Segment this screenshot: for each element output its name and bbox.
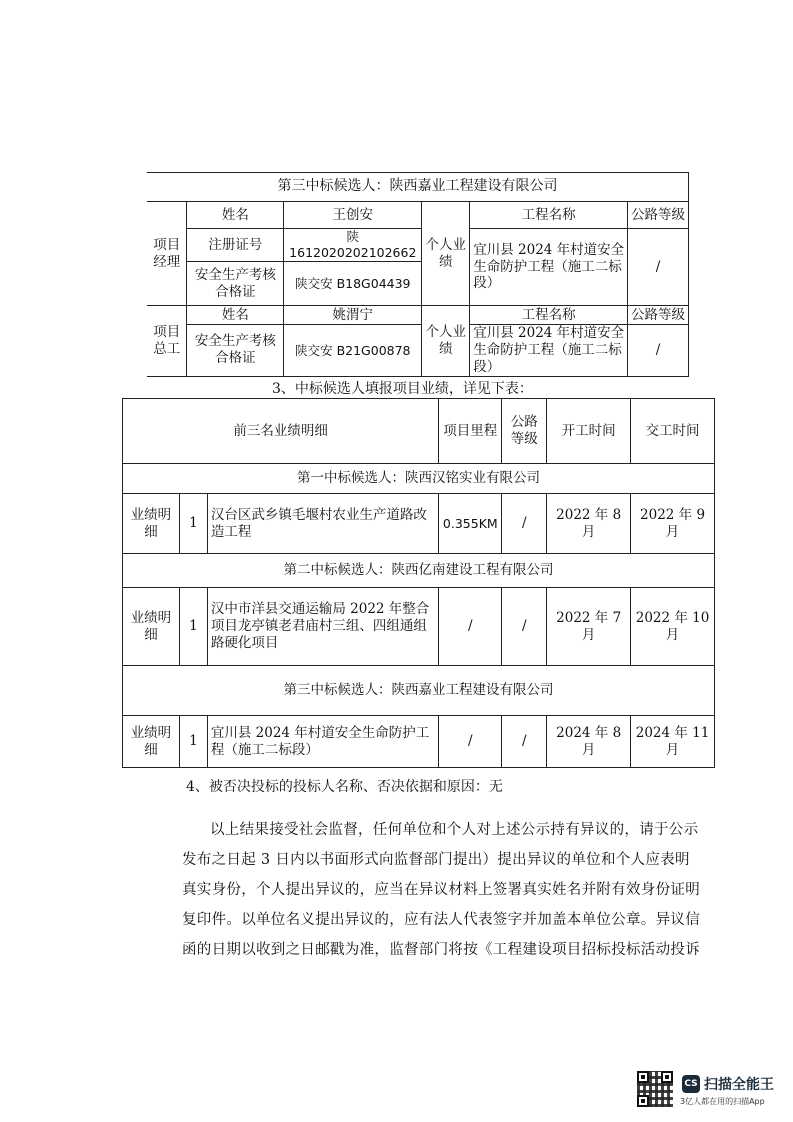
paragraph-line: 真实身份，个人提出异议的，应当在异议材料上签署真实姓名并附有效身份证明 bbox=[182, 882, 700, 898]
performance-table bbox=[122, 398, 715, 768]
personnel-table-title: 第三中标候选人：陕西嘉业工程建设有限公司 bbox=[147, 173, 689, 202]
row-project: 汉中市洋县交通运输局 2022 年整合项目龙亭镇老君庙村三组、四组通组路硬化项目 bbox=[207, 588, 438, 666]
row-start: 2022 年 8 月 bbox=[547, 494, 631, 554]
header-end: 交工时间 bbox=[631, 399, 715, 464]
group-title: 第二中标候选人：陕西亿南建设工程有限公司 bbox=[123, 554, 715, 588]
group-title: 第一中标候选人：陕西汉铭实业有限公司 bbox=[123, 464, 715, 494]
pm-safety-label: 安全生产考核合格证 bbox=[187, 262, 284, 306]
header-detail: 前三名业绩明细 bbox=[123, 399, 439, 464]
header-start: 开工时间 bbox=[547, 399, 631, 464]
pm-cert-label: 注册证号 bbox=[187, 229, 284, 262]
camscanner-logo-icon: CS bbox=[682, 1075, 700, 1093]
chief-project-header: 工程名称 bbox=[470, 306, 628, 325]
pm-cert: 陕 1612020202102662 bbox=[284, 229, 422, 262]
chief-safety: 陕交安 B21G00878 bbox=[284, 325, 422, 377]
header-grade: 公路等级 bbox=[502, 399, 547, 464]
pm-role-label: 项目经理 bbox=[147, 202, 187, 306]
row-grade: / bbox=[502, 588, 547, 666]
row-grade: / bbox=[502, 494, 547, 554]
chief-role-label: 项目总工 bbox=[147, 306, 187, 377]
row-end: 2022 年 9 月 bbox=[631, 494, 715, 554]
chief-safety-label: 安全生产考核合格证 bbox=[187, 325, 284, 377]
row-no: 1 bbox=[179, 716, 207, 768]
paragraph-line: 发布之日起 3 日内以书面形式向监督部门提出）提出异议的单位和个人应表明 bbox=[182, 852, 690, 868]
chief-perf-label: 个人业绩 bbox=[422, 306, 470, 377]
group-title: 第三中标候选人：陕西嘉业工程建设有限公司 bbox=[123, 666, 715, 716]
row-project: 汉台区武乡镇毛堰村农业生产道路改造工程 bbox=[207, 494, 438, 554]
row-grade: / bbox=[502, 716, 547, 768]
watermark-brand: 扫描全能王 bbox=[704, 1077, 774, 1093]
row-label: 业绩明细 bbox=[123, 716, 180, 768]
paragraph-line: 复印件。以单位名义提出异议的，应有法人代表签字并加盖本单位公章。异议信 bbox=[182, 912, 700, 928]
row-mileage: 0.355KM bbox=[439, 494, 502, 554]
watermark-tagline: 3亿人都在用的扫描App bbox=[680, 1097, 765, 1106]
paragraph-line: 以上结果接受社会监督，任何单位和个人对上述公示持有异议的，请于公示 bbox=[210, 822, 699, 838]
row-label: 业绩明细 bbox=[123, 588, 180, 666]
row-mileage: / bbox=[439, 588, 502, 666]
row-no: 1 bbox=[179, 588, 207, 666]
chief-project: 宜川县 2024 年村道安全生命防护工程（施工二标段） bbox=[470, 325, 628, 377]
row-start: 2024 年 8 月 bbox=[547, 716, 631, 768]
personnel-table bbox=[147, 172, 689, 377]
pm-grade: / bbox=[628, 229, 689, 306]
pm-name: 王创安 bbox=[284, 202, 422, 229]
row-start: 2022 年 7 月 bbox=[547, 588, 631, 666]
pm-safety: 陕交安 B18G04439 bbox=[284, 262, 422, 306]
section-4-heading: 4、被否决投标的投标人名称、否决依据和原因：无 bbox=[186, 779, 503, 795]
row-end: 2024 年 11 月 bbox=[631, 716, 715, 768]
chief-name: 姚渭宁 bbox=[284, 306, 422, 325]
pm-grade-header: 公路等级 bbox=[628, 202, 689, 229]
row-mileage: / bbox=[439, 716, 502, 768]
row-no: 1 bbox=[179, 494, 207, 554]
pm-perf-label: 个人业绩 bbox=[422, 202, 470, 306]
section-3-heading: 3、中标候选人填报项目业绩，详见下表： bbox=[272, 381, 533, 397]
row-project: 宜川县 2024 年村道安全生命防护工程（施工二标段） bbox=[207, 716, 438, 768]
pm-name-label: 姓名 bbox=[187, 202, 284, 229]
chief-grade: / bbox=[628, 325, 689, 377]
row-label: 业绩明细 bbox=[123, 494, 180, 554]
chief-name-label: 姓名 bbox=[187, 306, 284, 325]
pm-project: 宜川县 2024 年村道安全生命防护工程（施工二标段） bbox=[470, 229, 628, 306]
row-end: 2022 年 10 月 bbox=[631, 588, 715, 666]
pm-project-header: 工程名称 bbox=[470, 202, 628, 229]
qr-finder-icon bbox=[637, 1071, 673, 1107]
chief-grade-header: 公路等级 bbox=[628, 306, 689, 325]
paragraph-line: 函的日期以收到之日邮戳为准，监督部门将按《工程建设项目招标投标活动投诉 bbox=[182, 942, 700, 958]
objection-paragraph bbox=[182, 815, 700, 965]
header-mileage: 项目里程 bbox=[439, 399, 502, 464]
